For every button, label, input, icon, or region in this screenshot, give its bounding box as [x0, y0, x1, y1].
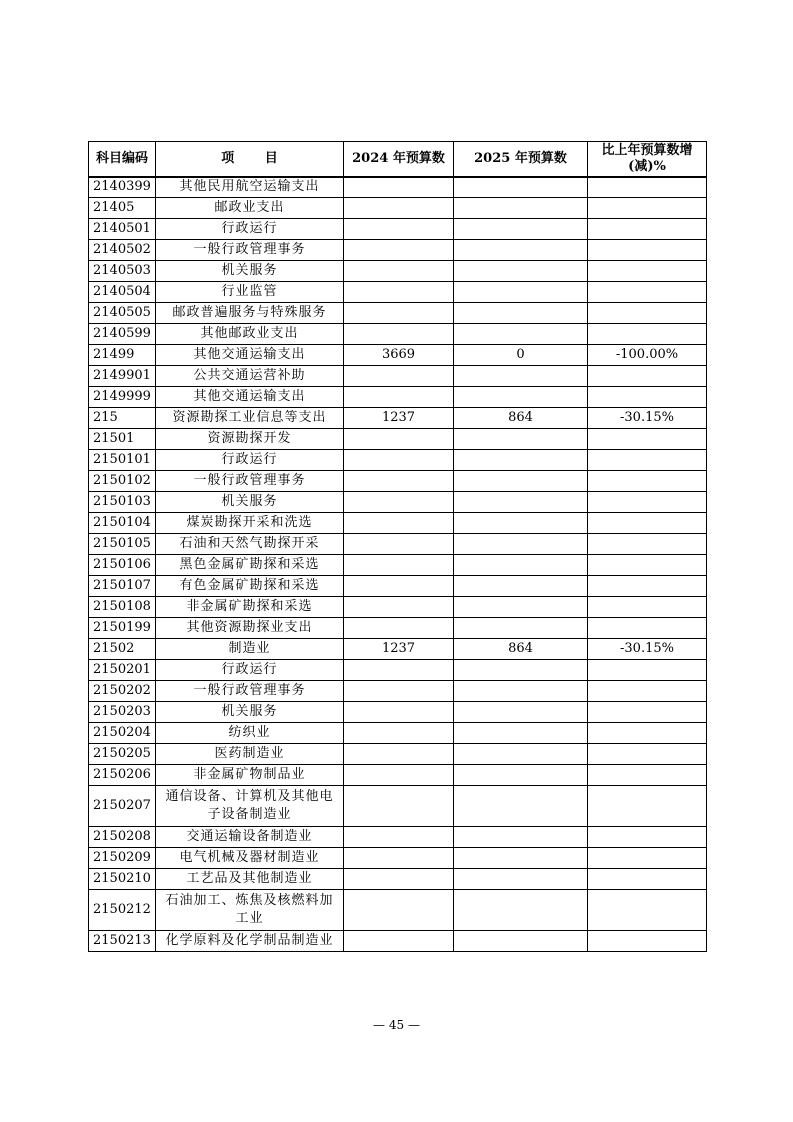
table-row — [89, 534, 707, 555]
row-change-percent — [588, 576, 707, 597]
row-budget-2025 — [454, 786, 588, 827]
row-item-name: 邮政业支出 — [156, 198, 344, 219]
row-budget-2024 — [344, 429, 454, 450]
table-row — [89, 240, 707, 261]
row-budget-2025 — [454, 282, 588, 303]
row-budget-2025 — [454, 198, 588, 219]
header-code: 科目编码 — [89, 142, 156, 177]
table-header-row — [89, 142, 707, 177]
row-change-percent — [588, 513, 707, 534]
row-budget-2024 — [344, 555, 454, 576]
table-row — [89, 639, 707, 660]
row-change-percent — [588, 827, 707, 848]
row-item-name: 邮政普遍服务与特殊服务 — [156, 303, 344, 324]
table-row — [89, 471, 707, 492]
row-code: 2150199 — [89, 618, 156, 639]
row-budget-2024 — [344, 744, 454, 765]
table-row — [89, 827, 707, 848]
row-budget-2024 — [344, 786, 454, 827]
row-code: 2140503 — [89, 261, 156, 282]
row-code: 2150208 — [89, 827, 156, 848]
table-row — [89, 177, 707, 198]
table-row — [89, 345, 707, 366]
row-budget-2025 — [454, 765, 588, 786]
row-change-percent — [588, 723, 707, 744]
row-budget-2025 — [454, 324, 588, 345]
row-code: 21502 — [89, 639, 156, 660]
row-change-percent — [588, 429, 707, 450]
row-code: 2150108 — [89, 597, 156, 618]
row-budget-2024 — [344, 303, 454, 324]
table-row — [89, 702, 707, 723]
table-row — [89, 261, 707, 282]
row-budget-2024 — [344, 450, 454, 471]
table-row — [89, 555, 707, 576]
row-budget-2024 — [344, 324, 454, 345]
row-code: 2140399 — [89, 177, 156, 198]
row-budget-2024 — [344, 513, 454, 534]
table-row — [89, 303, 707, 324]
table-body — [89, 177, 707, 952]
row-budget-2024 — [344, 282, 454, 303]
row-budget-2025 — [454, 492, 588, 513]
row-budget-2024 — [344, 681, 454, 702]
row-budget-2025 — [454, 702, 588, 723]
row-code: 2150107 — [89, 576, 156, 597]
table-row — [89, 198, 707, 219]
row-item-name: 机关服务 — [156, 492, 344, 513]
row-item-name: 资源勘探开发 — [156, 429, 344, 450]
row-item-name: 行业监管 — [156, 282, 344, 303]
row-budget-2024 — [344, 931, 454, 952]
header-budget-2024: 2024 年预算数 — [344, 142, 454, 177]
row-budget-2024 — [344, 219, 454, 240]
row-change-percent — [588, 534, 707, 555]
row-change-percent — [588, 471, 707, 492]
row-item-name: 其他民用航空运输支出 — [156, 177, 344, 198]
row-code: 2140504 — [89, 282, 156, 303]
row-change-percent — [588, 869, 707, 890]
row-budget-2025 — [454, 429, 588, 450]
row-change-percent — [588, 681, 707, 702]
row-budget-2025 — [454, 681, 588, 702]
row-item-name: 煤炭勘探开采和洗选 — [156, 513, 344, 534]
row-code: 2150106 — [89, 555, 156, 576]
row-item-name: 交通运输设备制造业 — [156, 827, 344, 848]
row-code: 2150207 — [89, 786, 156, 827]
row-budget-2025 — [454, 240, 588, 261]
row-budget-2025 — [454, 366, 588, 387]
row-code: 2149999 — [89, 387, 156, 408]
row-budget-2025: 864 — [454, 639, 588, 660]
row-budget-2024 — [344, 177, 454, 198]
header-budget-2025: 2025 年预算数 — [454, 142, 588, 177]
row-change-percent — [588, 198, 707, 219]
table-row — [89, 869, 707, 890]
row-budget-2024 — [344, 366, 454, 387]
row-budget-2025 — [454, 869, 588, 890]
row-budget-2024 — [344, 660, 454, 681]
row-item-name: 一般行政管理事务 — [156, 240, 344, 261]
row-code: 2140501 — [89, 219, 156, 240]
row-item-name: 黑色金属矿勘探和采选 — [156, 555, 344, 576]
row-code: 2150105 — [89, 534, 156, 555]
row-budget-2025 — [454, 576, 588, 597]
row-code: 2150213 — [89, 931, 156, 952]
row-budget-2025 — [454, 931, 588, 952]
row-budget-2024 — [344, 869, 454, 890]
row-budget-2025 — [454, 303, 588, 324]
row-budget-2024 — [344, 890, 454, 931]
row-budget-2024: 3669 — [344, 345, 454, 366]
row-change-percent — [588, 240, 707, 261]
row-code: 2150212 — [89, 890, 156, 931]
row-item-name: 石油加工、炼焦及核燃料加工业 — [156, 890, 344, 931]
row-change-percent — [588, 660, 707, 681]
table-row — [89, 744, 707, 765]
row-code: 2150102 — [89, 471, 156, 492]
row-code: 21501 — [89, 429, 156, 450]
row-item-name: 石油和天然气勘探开采 — [156, 534, 344, 555]
row-budget-2025 — [454, 618, 588, 639]
row-item-name: 其他资源勘探业支出 — [156, 618, 344, 639]
row-code: 2150101 — [89, 450, 156, 471]
row-item-name: 一般行政管理事务 — [156, 471, 344, 492]
row-change-percent — [588, 555, 707, 576]
row-budget-2024 — [344, 576, 454, 597]
row-item-name: 机关服务 — [156, 702, 344, 723]
row-budget-2025 — [454, 450, 588, 471]
row-item-name: 公共交通运营补助 — [156, 366, 344, 387]
row-code: 2150206 — [89, 765, 156, 786]
table-row — [89, 366, 707, 387]
row-item-name: 医药制造业 — [156, 744, 344, 765]
table-row — [89, 429, 707, 450]
row-change-percent — [588, 324, 707, 345]
row-change-percent: -30.15% — [588, 408, 707, 429]
row-code: 2140502 — [89, 240, 156, 261]
row-budget-2025 — [454, 597, 588, 618]
row-change-percent — [588, 366, 707, 387]
row-budget-2024 — [344, 765, 454, 786]
row-code: 2150203 — [89, 702, 156, 723]
row-code: 2150104 — [89, 513, 156, 534]
row-budget-2024: 1237 — [344, 408, 454, 429]
row-change-percent — [588, 786, 707, 827]
row-item-name: 行政运行 — [156, 450, 344, 471]
row-item-name: 资源勘探工业信息等支出 — [156, 408, 344, 429]
table-row — [89, 723, 707, 744]
row-change-percent — [588, 282, 707, 303]
row-code: 2140505 — [89, 303, 156, 324]
row-change-percent — [588, 177, 707, 198]
row-budget-2025 — [454, 660, 588, 681]
row-budget-2025: 0 — [454, 345, 588, 366]
row-item-name: 行政运行 — [156, 219, 344, 240]
row-item-name: 其他交通运输支出 — [156, 345, 344, 366]
row-item-name: 电气机械及器材制造业 — [156, 848, 344, 869]
row-code: 21405 — [89, 198, 156, 219]
row-item-name: 有色金属矿勘探和采选 — [156, 576, 344, 597]
row-budget-2025 — [454, 177, 588, 198]
row-change-percent — [588, 618, 707, 639]
row-code: 21499 — [89, 345, 156, 366]
table-row — [89, 931, 707, 952]
row-change-percent — [588, 931, 707, 952]
row-change-percent — [588, 219, 707, 240]
row-code: 2150202 — [89, 681, 156, 702]
row-change-percent — [588, 597, 707, 618]
table-row — [89, 848, 707, 869]
table-row — [89, 387, 707, 408]
row-budget-2024 — [344, 723, 454, 744]
row-item-name: 通信设备、计算机及其他电子设备制造业 — [156, 786, 344, 827]
row-item-name: 纺织业 — [156, 723, 344, 744]
table-row — [89, 786, 707, 827]
table-row — [89, 576, 707, 597]
row-code: 215 — [89, 408, 156, 429]
row-item-name: 非金属矿勘探和采选 — [156, 597, 344, 618]
row-budget-2024 — [344, 387, 454, 408]
row-budget-2024 — [344, 198, 454, 219]
table-row — [89, 618, 707, 639]
table-row — [89, 890, 707, 931]
row-budget-2024 — [344, 534, 454, 555]
row-change-percent — [588, 261, 707, 282]
table-row — [89, 681, 707, 702]
row-change-percent: -30.15% — [588, 639, 707, 660]
table-row — [89, 765, 707, 786]
row-budget-2025 — [454, 261, 588, 282]
row-change-percent — [588, 450, 707, 471]
table-row — [89, 408, 707, 429]
table-row — [89, 450, 707, 471]
row-item-name: 其他邮政业支出 — [156, 324, 344, 345]
row-change-percent: -100.00% — [588, 345, 707, 366]
table-row — [89, 219, 707, 240]
table-row — [89, 597, 707, 618]
row-code: 2149901 — [89, 366, 156, 387]
row-budget-2025 — [454, 513, 588, 534]
row-item-name: 机关服务 — [156, 261, 344, 282]
page-number: — 45 — — [373, 1018, 420, 1032]
row-budget-2025 — [454, 890, 588, 931]
row-code: 2140599 — [89, 324, 156, 345]
row-item-name: 一般行政管理事务 — [156, 681, 344, 702]
row-budget-2025 — [454, 723, 588, 744]
row-item-name: 非金属矿物制品业 — [156, 765, 344, 786]
row-budget-2024 — [344, 261, 454, 282]
row-change-percent — [588, 890, 707, 931]
row-code: 2150201 — [89, 660, 156, 681]
row-budget-2025 — [454, 471, 588, 492]
row-budget-2025 — [454, 744, 588, 765]
header-item: 项 目 — [156, 142, 344, 177]
row-budget-2024 — [344, 597, 454, 618]
row-budget-2025: 864 — [454, 408, 588, 429]
row-item-name: 工艺品及其他制造业 — [156, 869, 344, 890]
row-budget-2024 — [344, 240, 454, 261]
budget-table — [88, 141, 707, 952]
row-budget-2024: 1237 — [344, 639, 454, 660]
table-row — [89, 324, 707, 345]
table-row — [89, 513, 707, 534]
row-budget-2024 — [344, 492, 454, 513]
row-change-percent — [588, 303, 707, 324]
row-budget-2024 — [344, 618, 454, 639]
row-change-percent — [588, 744, 707, 765]
row-code: 2150205 — [89, 744, 156, 765]
row-item-name: 其他交通运输支出 — [156, 387, 344, 408]
header-change-percent: 比上年预算数增(减)% — [588, 142, 707, 177]
row-budget-2025 — [454, 534, 588, 555]
row-code: 2150210 — [89, 869, 156, 890]
row-budget-2024 — [344, 471, 454, 492]
row-change-percent — [588, 848, 707, 869]
row-budget-2025 — [454, 387, 588, 408]
row-budget-2024 — [344, 702, 454, 723]
row-change-percent — [588, 492, 707, 513]
row-item-name: 化学原料及化学制品制造业 — [156, 931, 344, 952]
row-change-percent — [588, 765, 707, 786]
row-budget-2024 — [344, 848, 454, 869]
row-change-percent — [588, 387, 707, 408]
row-code: 2150209 — [89, 848, 156, 869]
row-budget-2025 — [454, 848, 588, 869]
row-item-name: 制造业 — [156, 639, 344, 660]
row-budget-2025 — [454, 555, 588, 576]
row-budget-2025 — [454, 219, 588, 240]
row-budget-2024 — [344, 827, 454, 848]
table-row — [89, 492, 707, 513]
table-row — [89, 660, 707, 681]
row-code: 2150204 — [89, 723, 156, 744]
row-budget-2025 — [454, 827, 588, 848]
row-code: 2150103 — [89, 492, 156, 513]
row-item-name: 行政运行 — [156, 660, 344, 681]
row-change-percent — [588, 702, 707, 723]
table-row — [89, 282, 707, 303]
